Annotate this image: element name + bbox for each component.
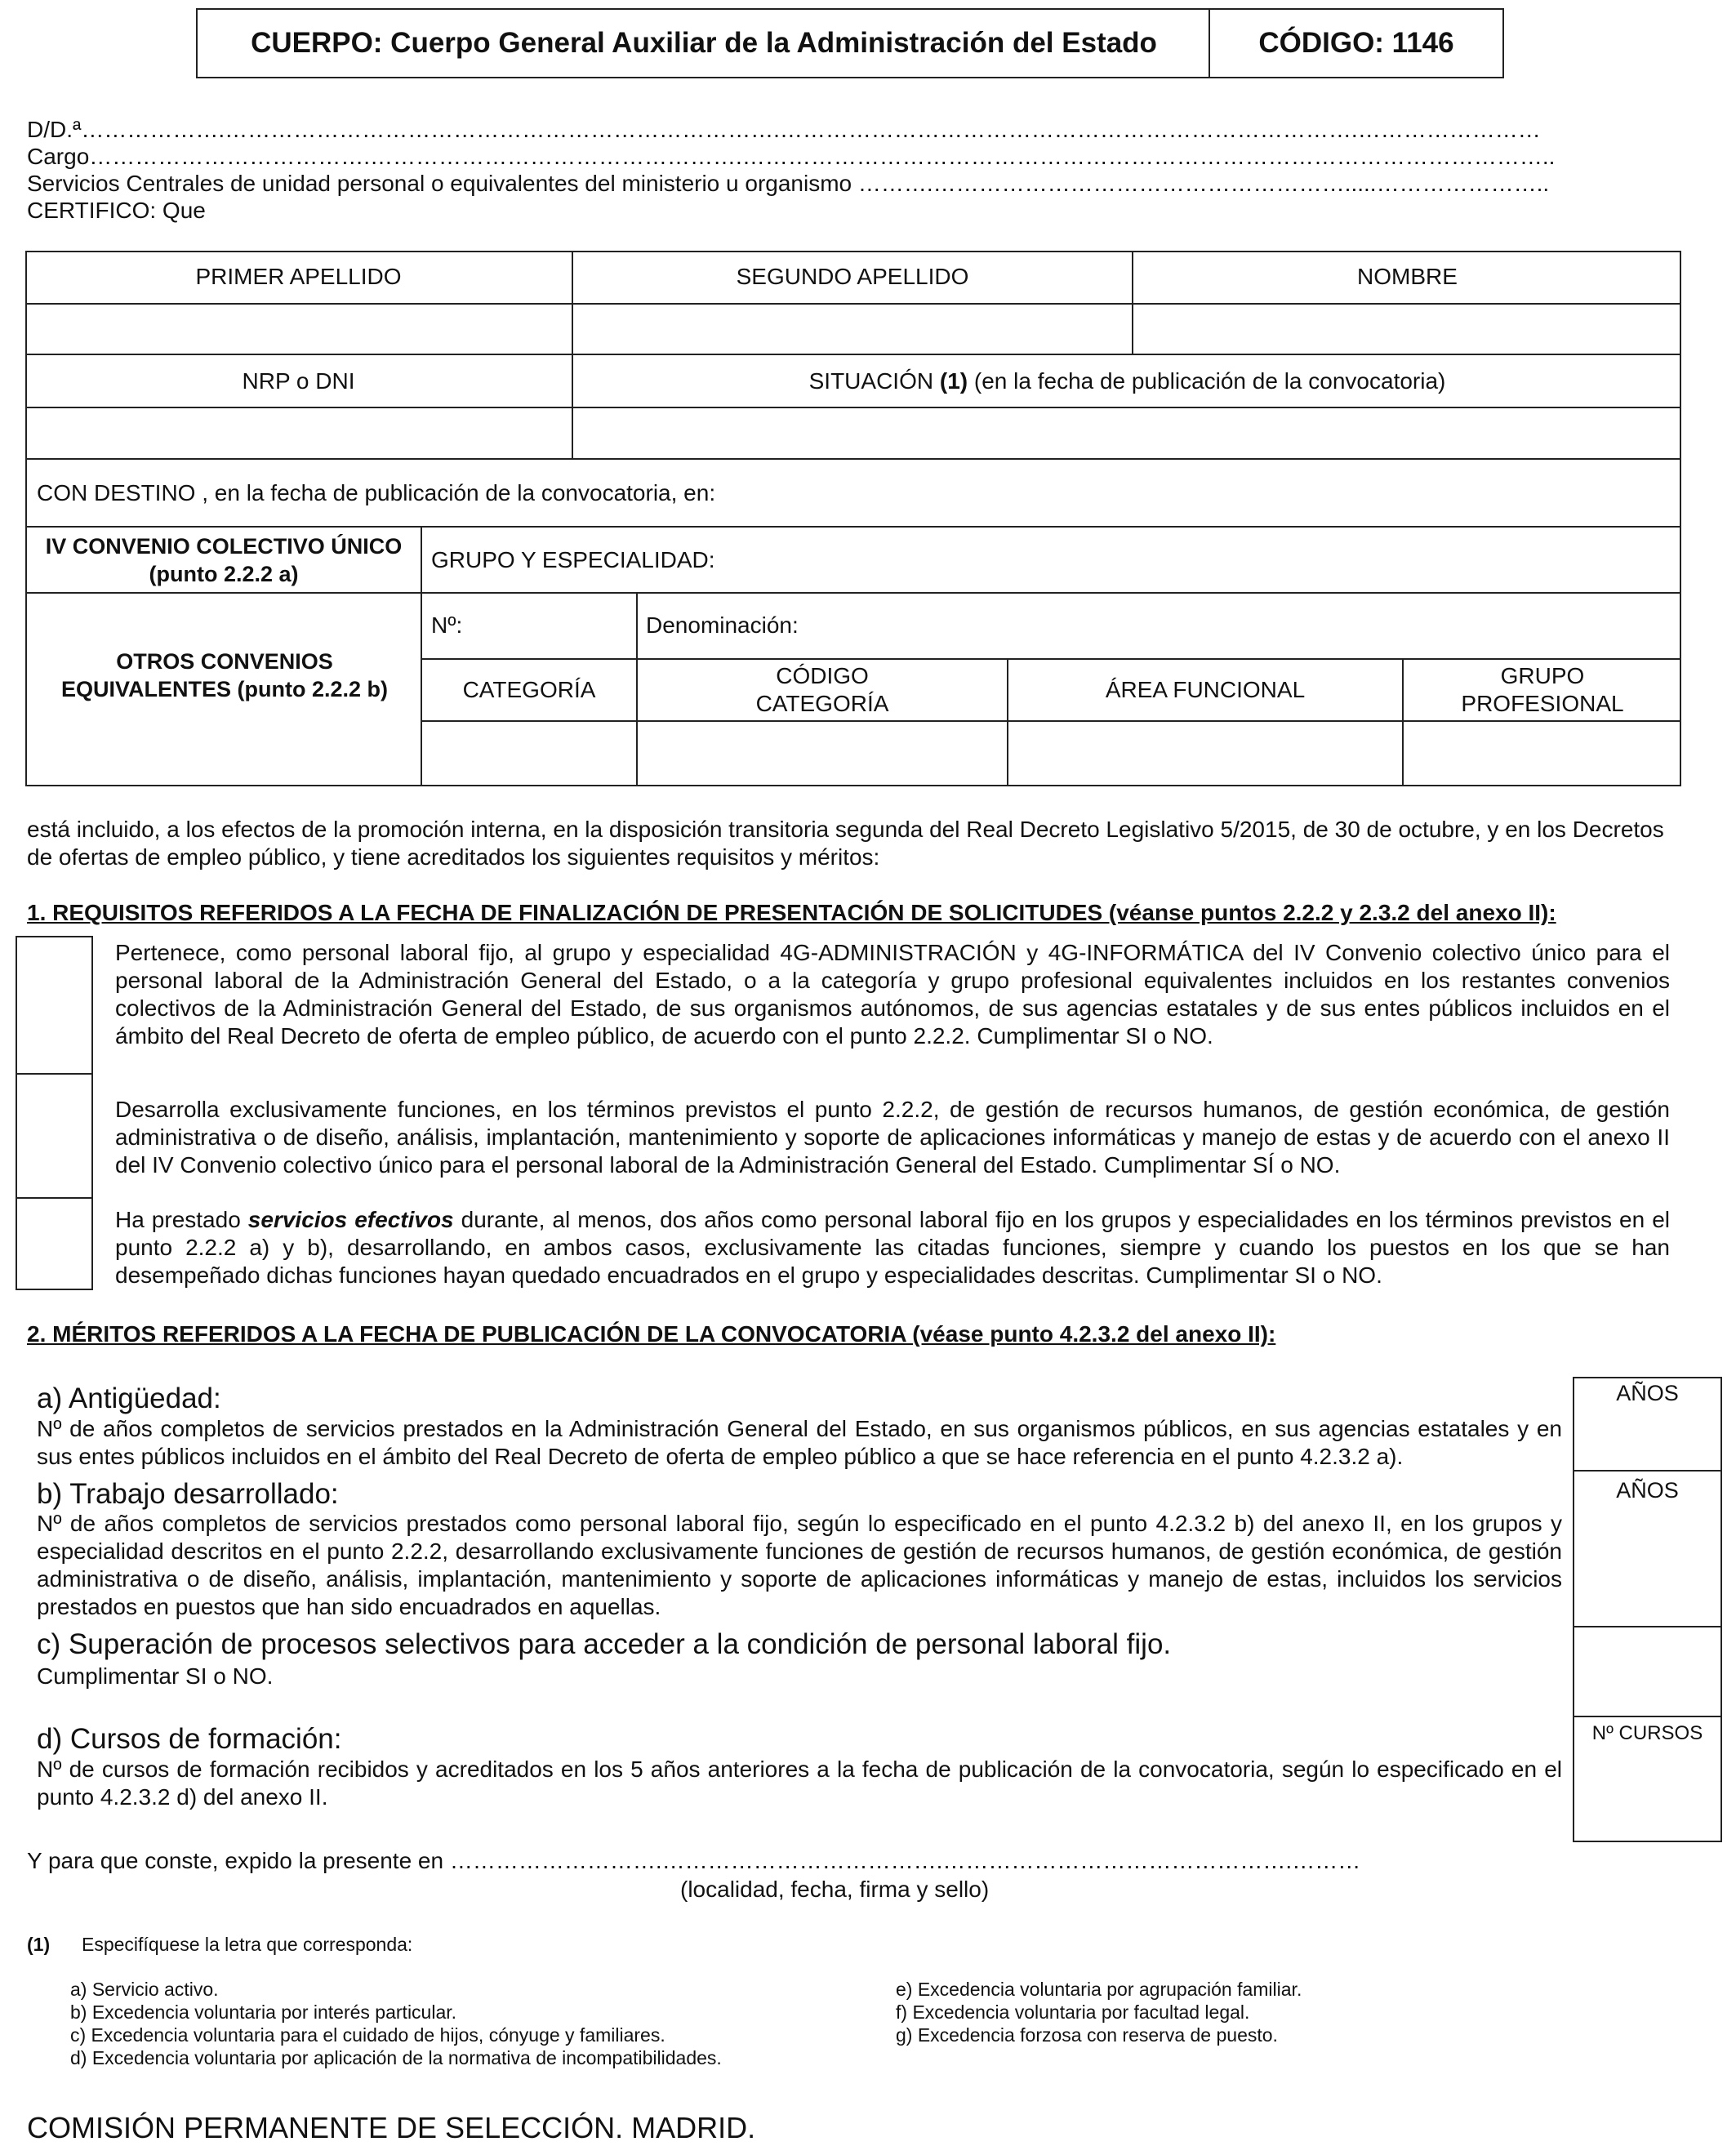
nombre-header: NOMBRE [1357, 264, 1458, 289]
requisito-2-text: Desarrolla exclusivamente funciones, en los términos previstos el punto 2.2.2, de gestión de recursos humanos, de gestión económica, de gestión administrativa o de diseño, análisis, implantación, mantenimiento y soporte de aplicaciones informáticas y manejo de estas y de acuerdo con el anexo II del IV Convenio colectivo único para el personal laboral de la Administración General del Estado. Cumplimentar SÍ o NO. [115, 1097, 1670, 1178]
con-destino-label: CON DESTINO , en la fecha de publicación de la convocatoria, en: [37, 480, 716, 505]
footnote-option-d: d) Excedencia voluntaria por aplicación de la normativa de incompatibilidades. [70, 2047, 722, 2068]
trabajo-title: b) Trabajo desarrollado: [37, 1478, 339, 1510]
otros-convenios-label: OTROS CONVENIOS EQUIVALENTES (punto 2.2.2 b) [60, 649, 389, 701]
expido-subline: (localidad, fecha, firma y sello) [680, 1877, 990, 1902]
codigo-categoria-header: CÓDIGO CATEGORÍA [755, 663, 889, 716]
segundo-apellido-header: SEGUNDO APELLIDO [736, 264, 969, 289]
footnote-option-g: g) Excedencia forzosa con reserva de puesto. [896, 2024, 1278, 2046]
denominacion-label[interactable]: Denominación: [646, 612, 799, 638]
area-funcional-header: ÁREA FUNCIONAL [1105, 677, 1306, 702]
grupo-profesional-header: GRUPO PROFESIONAL [1461, 663, 1624, 716]
footnote-ref: (1) [27, 1934, 51, 1955]
footnote-title: Especifíquese la letra que corresponda: [82, 1934, 413, 1955]
anos-antiguedad-field[interactable] [1574, 1409, 1720, 1469]
numero-label[interactable]: Nº: [431, 612, 463, 638]
certifico-line: CERTIFICO: Que [27, 198, 206, 223]
anos-trabajo-label: AÑOS [1616, 1478, 1679, 1503]
cargo-line[interactable]: Cargo……………………………….………………………………………….…………………………………………………………………………………………….. [27, 144, 1556, 169]
n-cursos-label: Nº CURSOS [1591, 1722, 1703, 1744]
codigo-categoria-field[interactable] [638, 722, 1007, 785]
identity-table [25, 251, 1681, 786]
requisito-3-text [115, 1206, 1670, 1289]
requisito-1-checkbox[interactable] [16, 936, 93, 1075]
footnote-option-e: e) Excedencia voluntaria por agrupación familiar. [896, 1979, 1302, 2000]
requisito-3-checkbox[interactable] [16, 1197, 93, 1290]
requisito-3-emphasis: servicios efectivos [247, 1207, 454, 1232]
primer-apellido-field[interactable] [27, 305, 572, 354]
requisito-3-post: durante, al menos, dos años como personal laboral fijo en los grupos y especialidades en los términos previstos en el punto 2.2.2 a) y b), desarrollando, en ambos casos, exclusivamente las citadas funciones, siempre y cuando los puestos en los que se han desempeñado dichas funciones hayan quedado encuadrados en el grupo y especialidades descritas. Cumplimentar SI o NO. [115, 1207, 1670, 1288]
nombre-field[interactable] [1133, 305, 1680, 354]
cursos-title: d) Cursos de formación: [37, 1723, 342, 1755]
situacion-note: (en la fecha de publicación de la convocatoria) [973, 367, 1446, 394]
footnote-option-b: b) Excedencia voluntaria por interés particular. [70, 2001, 457, 2023]
nrp-dni-field[interactable] [27, 408, 572, 458]
antiguedad-text: Nº de años completos de servicios prestados en la Administración General del Estado, en sus organismos públicos, en sus agencias estatales y en sus entes públicos incluidos en el ámbito del Real Decreto de oferta de empleo público a que se hace referencia en el punto 4.2.3.2 a). [37, 1416, 1562, 1469]
footer-commission: COMISIÓN PERMANENTE DE SELECCIÓN. MADRID. [27, 2111, 756, 2144]
requisito-2-checkbox[interactable] [16, 1073, 93, 1199]
grupo-especialidad-label[interactable]: GRUPO Y ESPECIALIDAD: [431, 547, 715, 572]
incluido-paragraph: está incluido, a los efectos de la promoción interna, en la disposición transitoria segunda del Real Decreto Legislativo 5/2015, de 30 de octubre, y en los Decretos de ofertas de empleo público, y tiene acreditados los siguientes requisitos y méritos: [27, 817, 1664, 870]
primer-apellido-header: PRIMER APELLIDO [195, 264, 402, 289]
situacion-label: SITUACIÓN [808, 367, 934, 394]
situacion-field[interactable] [573, 408, 1680, 458]
anos-antiguedad-label: AÑOS [1616, 1381, 1679, 1405]
meritos-heading: 2. MÉRITOS REFERIDOS A LA FECHA DE PUBLICACIÓN DE LA CONVOCATORIA (véase punto 4.2.3.2 del anexo II): [27, 1321, 1276, 1347]
codigo-title: CÓDIGO: 1146 [1258, 27, 1454, 59]
cursos-text: Nº de cursos de formación recibidos y acreditados en los 5 años anteriores a la fecha de publicación de la convocatoria, según lo especificado en el punto 4.2.3.2 d) del anexo II. [37, 1757, 1562, 1810]
categoria-header: CATEGORÍA [462, 677, 596, 702]
servicios-line[interactable]: Servicios Centrales de unidad personal o equivalentes del ministerio u organismo ……….……………………………………………….....………………….. [27, 171, 1550, 196]
anos-trabajo-field[interactable] [1574, 1506, 1720, 1625]
nrp-dni-header: NRP o DNI [242, 367, 355, 394]
grupo-profesional-field[interactable] [1404, 722, 1680, 785]
dd-line[interactable]: D/D.ª……………….……………………………………………………………….………………………………………………………………….…………………… [27, 117, 1541, 142]
superacion-title: c) Superación de procesos selectivos para acceder a la condición de personal laboral fijo. [37, 1628, 1172, 1660]
area-funcional-field[interactable] [1008, 722, 1402, 785]
footnote-option-f: f) Excedencia voluntaria por facultad legal. [896, 2001, 1250, 2023]
antiguedad-title: a) Antigüedad: [37, 1382, 221, 1414]
iv-convenio-label: IV CONVENIO COLECTIVO ÚNICO (punto 2.2.2 a) [45, 533, 403, 586]
situacion-footnote-ref: (1) [939, 367, 968, 394]
superacion-field[interactable] [1574, 1627, 1720, 1715]
requisito-3-pre: Ha prestado [115, 1207, 248, 1232]
n-cursos-field[interactable] [1574, 1748, 1720, 1841]
expido-line[interactable]: Y para que conste, expido la presente en ……………………….……………………………….……………………………………….……… [27, 1848, 1361, 1873]
situacion-header [573, 355, 1681, 407]
cuerpo-title: CUERPO: Cuerpo General Auxiliar de la Administración del Estado [251, 27, 1157, 59]
footnote-option-a: a) Servicio activo. [70, 1979, 219, 2000]
footnote-option-c: c) Excedencia voluntaria para el cuidado de hijos, cónyuge y familiares. [70, 2024, 665, 2046]
header-box [196, 8, 1504, 78]
categoria-field[interactable] [422, 722, 636, 785]
requisito-1-text: Pertenece, como personal laboral fijo, al grupo y especialidad 4G-ADMINISTRACIÓN y 4G-INFORMÁTICA del IV Convenio colectivo único para el personal laboral de la Administración General del Estado, o a la categoría y grupo profesional equivalentes incluidos en los restantes convenios colectivos de la Administración General del Estado, de sus organismos autónomos, de sus agencias estatales y de sus entes públicos incluidos en el ámbito del Real Decreto de oferta de empleo público, de acuerdo con el punto 2.2.2. Cumplimentar SI o NO. [115, 940, 1670, 1049]
segundo-apellido-field[interactable] [573, 305, 1132, 354]
trabajo-text: Nº de años completos de servicios prestados como personal laboral fijo, según lo especificado en el punto 4.2.3.2 b) del anexo II, en los grupos y especialidad descritos en el punto 2.2.2, desarrollando exclusivamente funciones de gestión de recursos humanos, de gestión económica, de gestión administrativa o de diseño, análisis, implantación, mantenimiento y soporte de aplicaciones informáticas y manejo de estas, incluidos los servicios prestados en puestos que han sido encuadrados en aquellas. [37, 1511, 1562, 1619]
requisitos-heading: 1. REQUISITOS REFERIDOS A LA FECHA DE FINALIZACIÓN DE PRESENTACIÓN DE SOLICITUDES (véanse puntos 2.2.2 y 2.3.2 del anexo II): [27, 900, 1556, 925]
superacion-text: Cumplimentar SI o NO. [37, 1663, 274, 1689]
